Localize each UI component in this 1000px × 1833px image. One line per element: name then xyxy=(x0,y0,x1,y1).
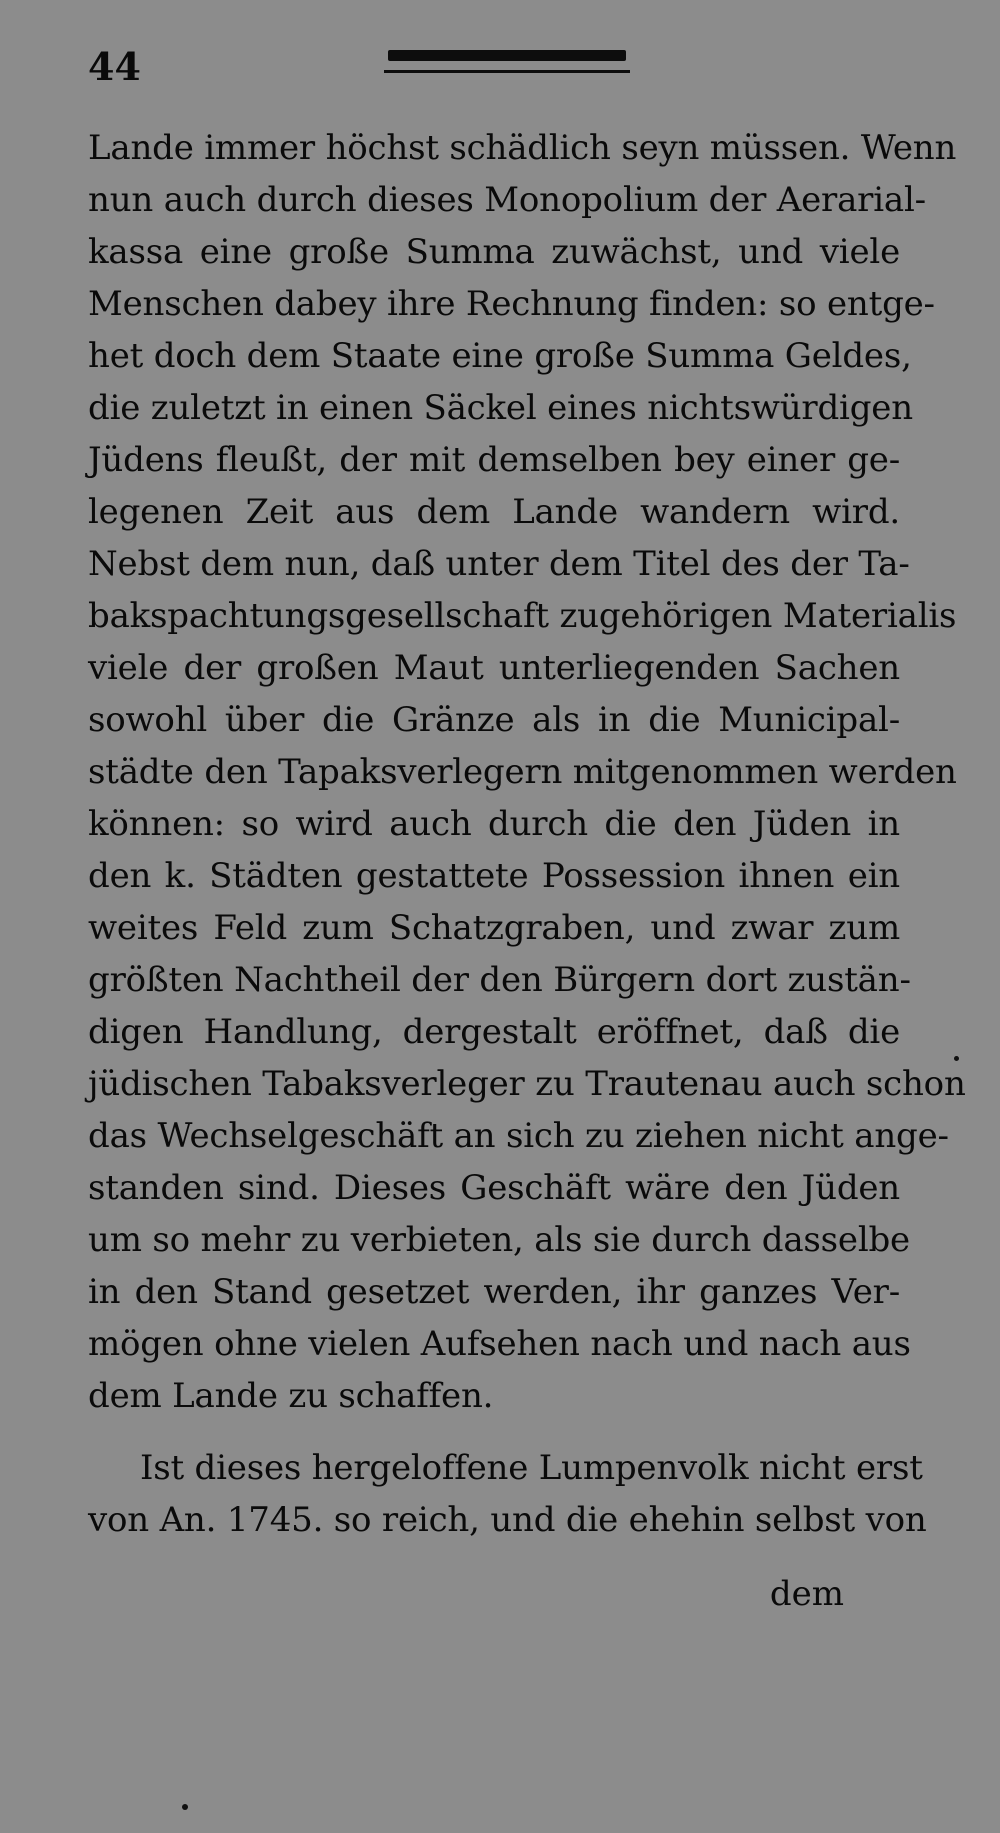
text-line: von An. 1745. so reich, und die ehehin selbst von xyxy=(88,1500,927,1540)
text-line: den k. Städten gestattete Possession ihnen ein xyxy=(88,856,900,896)
text-line: können: so wird auch durch die den Jüden in xyxy=(88,804,900,844)
text-line: mögen ohne vielen Aufsehen nach und nach aus xyxy=(88,1324,911,1364)
catchword: dem xyxy=(769,1574,844,1614)
text-line: het doch dem Staate eine große Summa Geldes, xyxy=(88,336,912,376)
text-line: in den Stand gesetzet werden, ihr ganzes Ver- xyxy=(88,1272,900,1312)
text-line: sowohl über die Gränze als in die Municipal- xyxy=(88,700,900,740)
text-line: dem Lande zu schaffen. xyxy=(88,1376,494,1416)
text-line: um so mehr zu verbieten, als sie durch dasselbe xyxy=(88,1220,910,1260)
text-line: viele der großen Maut unterliegenden Sachen xyxy=(88,648,900,688)
text-line: größten Nachtheil der den Bürgern dort zustän- xyxy=(88,960,911,1000)
header-ornament-rule xyxy=(384,48,630,82)
text-line: Jüdens fleußt, der mit demselben bey einer ge- xyxy=(88,440,900,480)
text-line: Menschen dabey ihre Rechnung finden: so entge- xyxy=(88,284,935,324)
body-text xyxy=(88,122,966,1546)
page-number: 44 xyxy=(88,44,141,89)
paragraph-gap xyxy=(88,1422,900,1442)
text-line: Nebst dem nun, daß unter dem Titel des der Ta- xyxy=(88,544,910,584)
header-rule-thick xyxy=(388,50,626,61)
text-line: Ist dieses hergeloffene Lumpenvolk nicht erst xyxy=(140,1448,923,1488)
text-line: städte den Tapaksverlegern mitgenommen werden xyxy=(88,752,957,792)
text-line: jüdischen Tabaksverleger zu Trautenau auch schon xyxy=(88,1064,966,1104)
text-line: digen Handlung, dergestalt eröffnet, daß die xyxy=(88,1012,900,1052)
text-line: kassa eine große Summa zuwächst, und viele xyxy=(88,232,900,272)
text-line: Lande immer höchst schädlich seyn müssen. Wenn xyxy=(88,128,957,168)
text-line: standen sind. Dieses Geschäft wäre den Jüden xyxy=(88,1168,900,1208)
text-line: bakspachtungsgesellschaft zugehörigen Materialis xyxy=(88,596,957,636)
text-line: das Wechselgeschäft an sich zu ziehen nicht ange- xyxy=(88,1116,949,1156)
print-speck xyxy=(954,1056,959,1061)
header-rule-thin xyxy=(384,70,630,73)
text-line: legenen Zeit aus dem Lande wandern wird. xyxy=(88,492,900,532)
print-speck xyxy=(182,1804,188,1810)
text-line: nun auch durch dieses Monopolium der Aerarial- xyxy=(88,180,926,220)
text-line: weites Feld zum Schatzgraben, und zwar zum xyxy=(88,908,900,948)
text-line: die zuletzt in einen Säckel eines nichtswürdigen xyxy=(88,388,913,428)
